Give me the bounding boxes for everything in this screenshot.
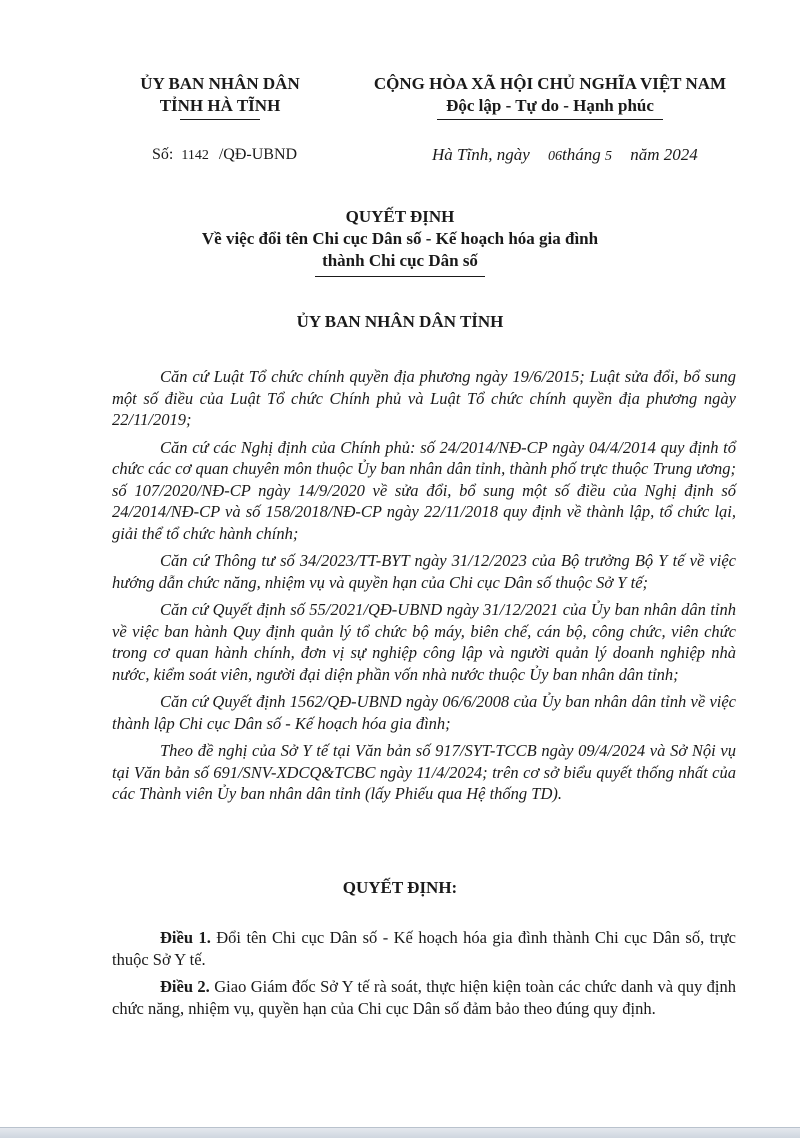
- issue-date-month: 5: [604, 149, 612, 164]
- decision-title-line1: QUYẾT ĐỊNH: [345, 207, 455, 226]
- national-motto: [345, 73, 755, 120]
- decision-heading: QUYẾT ĐỊNH:: [342, 878, 458, 897]
- issue-date-day: 06: [548, 149, 562, 164]
- basis-paragraph: Căn cứ các Nghị định của Chính phủ: số 24/2014/NĐ-CP ngày 04/4/2014 quy định tổ chức các cơ quan chuyên môn thuộc Ủy ban nhân dân tỉnh, thành phố trực thuộc Trung ương; số 107/2020/NĐ-CP ngày 14/9/2020 về sửa đổi, bổ sung một số điều của Nghị định số 24/2014/NĐ-CP và số 158/2018/NĐ-CP ngày 22/11/2018 quy định về thành lập, tổ chức lại, giải thể tổ chức hành chính;: [112, 437, 736, 543]
- issuing-authority-line2: TỈNH HÀ TĨNH: [159, 96, 281, 115]
- article-1-label: Điều 1.: [160, 928, 211, 947]
- national-motto-line1: CỘNG HÒA XÃ HỘI CHỦ NGHĨA VIỆT NAM: [373, 74, 727, 93]
- legal-basis: [112, 366, 736, 811]
- article-2: [112, 976, 736, 1019]
- issue-date-prefix: Hà Tĩnh, ngày: [432, 145, 530, 164]
- decision-title: [100, 206, 700, 277]
- document-number-value: 1142: [181, 148, 209, 163]
- issue-date-year: năm 2024: [630, 145, 698, 164]
- national-motto-underline: [437, 119, 663, 120]
- basis-paragraph: Căn cứ Quyết định số 55/2021/QĐ-UBND ngày 31/12/2021 của Ủy ban nhân dân tỉnh về việc ban hành Quy định quản lý tổ chức bộ máy, biên chế, cán bộ, công chức, viên chức trong cơ quan hành chính, đơn vị sự nghiệp công lập và người quản lý doanh nghiệp nhà nước, kiểm soát viên, người đại diện phần vốn nhà nước thuộc Ủy ban nhân dân tỉnh;: [112, 600, 736, 684]
- page-bottom-edge: [0, 1127, 800, 1138]
- article-2-label: Điều 2.: [160, 977, 210, 996]
- decision-title-line3: thành Chi cục Dân số: [322, 251, 478, 270]
- basis-paragraph: Theo đề nghị của Sở Y tế tại Văn bản số 917/SYT-TCCB ngày 09/4/2024 và Sở Nội vụ tại Văn bản số 691/SNV-XDCQ&TCBC ngày 11/4/2024; trên cơ sở biểu quyết thống nhất của các Thành viên Ủy ban nhân dân tỉnh (lấy Phiếu qua Hệ thống TD).: [112, 741, 736, 803]
- issue-date: [432, 145, 698, 165]
- decision-title-underline: [315, 276, 485, 277]
- document-number-prefix: Số:: [152, 146, 174, 163]
- issue-date-month-label: tháng: [562, 145, 601, 164]
- issuing-authority-underline: [180, 119, 260, 120]
- national-motto-line2: Độc lập - Tự do - Hạnh phúc: [446, 96, 654, 115]
- document-number-suffix: /QĐ-UBND: [218, 146, 298, 163]
- decision-title-line2: Về việc đổi tên Chi cục Dân số - Kế hoạch hóa gia đình: [201, 229, 599, 248]
- issuing-authority-line1: ỦY BAN NHÂN DÂN: [140, 74, 300, 93]
- articles: [112, 927, 736, 1025]
- issuing-authority: [120, 73, 320, 120]
- basis-paragraph: Căn cứ Luật Tổ chức chính quyền địa phương ngày 19/6/2015; Luật sửa đổi, bổ sung một số điều của Luật Tổ chức Chính phủ và Luật Tổ chức chính quyền địa phương ngày 22/11/2019;: [112, 367, 736, 429]
- basis-paragraph: Căn cứ Quyết định 1562/QĐ-UBND ngày 06/6/2008 của Ủy ban nhân dân tỉnh về việc thành lập Chi cục Dân số - Kế hoạch hóa gia đình;: [112, 692, 736, 733]
- document-number: [152, 146, 297, 164]
- article-1: [112, 927, 736, 970]
- article-2-text: Giao Giám đốc Sở Y tế rà soát, thực hiện kiện toàn các chức danh và quy định chức năng, nhiệm vụ, quyền hạn của Chi cục Dân số đảm bảo theo đúng quy định.: [112, 977, 736, 1018]
- authority-heading: ỦY BAN NHÂN DÂN TỈNH: [296, 312, 504, 331]
- article-1-text: Đổi tên Chi cục Dân số - Kế hoạch hóa gia đình thành Chi cục Dân số, trực thuộc Sở Y tế.: [112, 928, 737, 969]
- basis-paragraph: Căn cứ Thông tư số 34/2023/TT-BYT ngày 31/12/2023 của Bộ trưởng Bộ Y tế về việc hướng dẫn chức năng, nhiệm vụ và quyền hạn của Chi cục Dân số thuộc Sở Y tế;: [112, 551, 736, 592]
